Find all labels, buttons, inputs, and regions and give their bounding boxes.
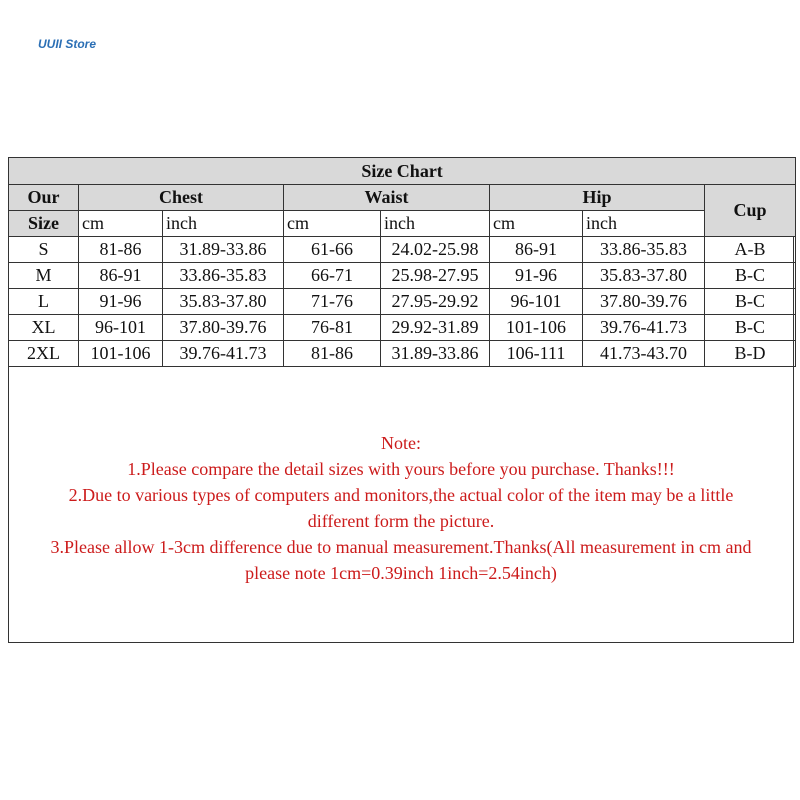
chest-cm-cell: 91-96 [79,289,163,315]
chest-cm-cell: 101-106 [79,341,163,367]
table-row [9,315,796,341]
chest-inch-cell: 33.86-35.83 [163,263,284,289]
note-line: 2.Due to various types of computers and monitors,the actual color of the item may be a little [68,485,734,505]
chest-inch-header: inch [163,211,284,237]
hip-inch-header: inch [583,211,705,237]
hip-inch-cell: 41.73-43.70 [583,341,705,367]
size-chart-table [8,157,796,367]
waist-inch-cell: 25.98-27.95 [381,263,490,289]
waist-inch-cell: 27.95-29.92 [381,289,490,315]
hip-cm-cell: 96-101 [490,289,583,315]
chest-cm-cell: 96-101 [79,315,163,341]
table-row [9,237,796,263]
chest-inch-cell: 31.89-33.86 [163,237,284,263]
cup-cell: B-D [705,341,796,367]
size-cell: S [9,237,79,263]
hip-cm-cell: 91-96 [490,263,583,289]
table-row [9,341,796,367]
our-size-header-line1: Our [9,185,79,211]
waist-cm-cell: 61-66 [284,237,381,263]
waist-inch-cell: 29.92-31.89 [381,315,490,341]
chest-header: Chest [79,185,284,211]
table-row [9,289,796,315]
note-line: 1.Please compare the detail sizes with yours before you purchase. Thanks!!! [127,459,675,479]
note-line: different form the picture. [307,511,495,531]
waist-cm-cell: 66-71 [284,263,381,289]
waist-inch-cell: 31.89-33.86 [381,341,490,367]
hip-cm-cell: 106-111 [490,341,583,367]
waist-cm-header: cm [284,211,381,237]
hip-inch-cell: 39.76-41.73 [583,315,705,341]
hip-inch-cell: 35.83-37.80 [583,263,705,289]
chest-cm-header: cm [79,211,163,237]
notes-heading: Note: [381,433,421,453]
size-cell: 2XL [9,341,79,367]
cup-cell: B-C [705,263,796,289]
size-chart-sheet [8,157,794,643]
note-line: 3.Please allow 1-3cm difference due to manual measurement.Thanks(All measurement in cm and [50,537,752,557]
hip-inch-cell: 37.80-39.76 [583,289,705,315]
size-cell: M [9,263,79,289]
notes-block [9,430,793,586]
chest-inch-cell: 35.83-37.80 [163,289,284,315]
waist-inch-cell: 24.02-25.98 [381,237,490,263]
hip-cm-cell: 86-91 [490,237,583,263]
hip-header: Hip [490,185,705,211]
waist-header: Waist [284,185,490,211]
store-name: UUII Store [38,37,97,51]
waist-cm-cell: 71-76 [284,289,381,315]
note-line: please note 1cm=0.39inch 1inch=2.54inch) [245,563,557,583]
hip-cm-cell: 101-106 [490,315,583,341]
cup-cell: B-C [705,315,796,341]
hip-cm-header: cm [490,211,583,237]
chest-inch-cell: 39.76-41.73 [163,341,284,367]
table-row [9,263,796,289]
chest-inch-cell: 37.80-39.76 [163,315,284,341]
chest-cm-cell: 86-91 [79,263,163,289]
waist-cm-cell: 76-81 [284,315,381,341]
our-size-header-line2: Size [9,211,79,237]
waist-cm-cell: 81-86 [284,341,381,367]
table-title: Size Chart [9,158,796,185]
cup-header: Cup [705,185,796,237]
chest-cm-cell: 81-86 [79,237,163,263]
size-cell: L [9,289,79,315]
cup-cell: B-C [705,289,796,315]
hip-inch-cell: 33.86-35.83 [583,237,705,263]
cup-cell: A-B [705,237,796,263]
waist-inch-header: inch [381,211,490,237]
size-cell: XL [9,315,79,341]
